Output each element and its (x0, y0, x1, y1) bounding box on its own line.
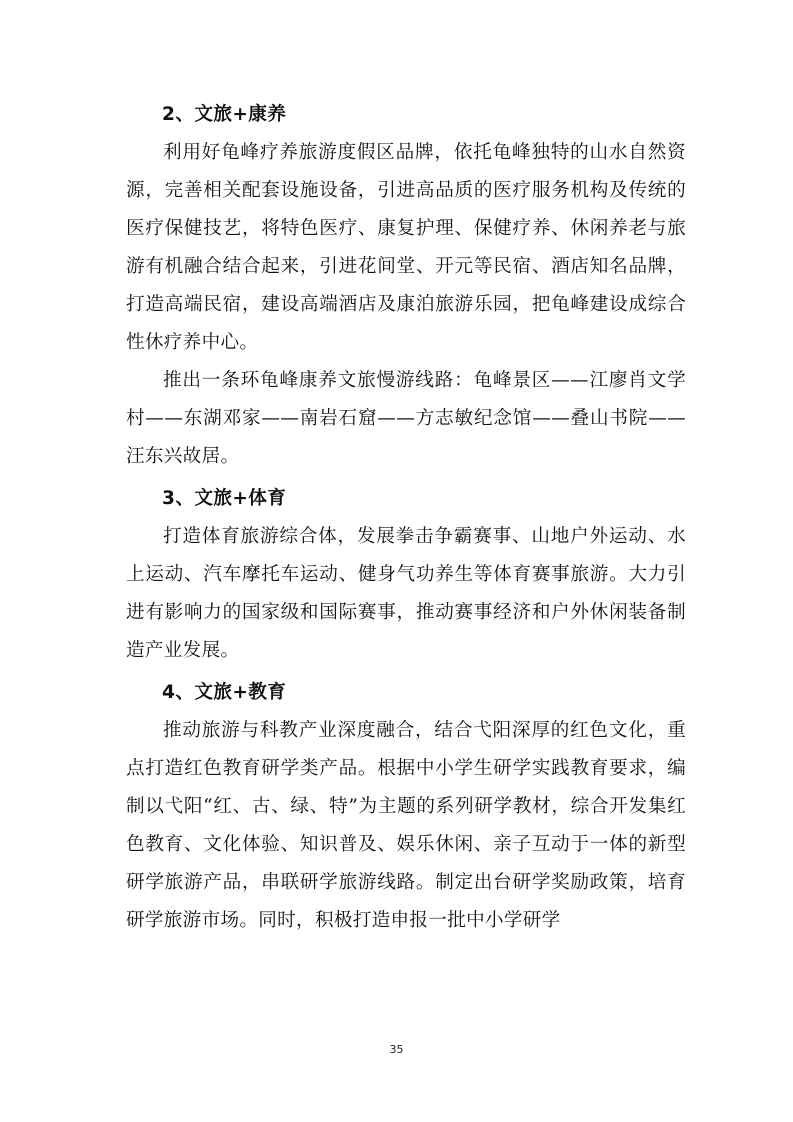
paragraph-health-1: 利用好龟峰疗养旅游度假区品牌，依托龟峰独特的山水自然资源，完善相关配套设施设备，引进高品质的医疗服务机构及传统的医疗保健技艺，将特色医疗、康复护理、保健疗养、休闲养老与旅游有机融合结合起来，引进花间堂、开元等民宿、酒店知名品牌，打造高端民宿，建设高端酒店及康泊旅游乐园，把龟峰建设成综合性休疗养中心。 (126, 142, 686, 353)
paragraph-education-1: 推动旅游与科教产业深度融合，结合弋阳深厚的红色文化，重点打造红色教育研学类产品。根据中小学生研学实践教育要求，编制以弋阳“红、古、绿、特”为主题的系列研学教材，综合开发集红色教育、文化体验、知识普及、娱乐休闲、亲子互动于一体的新型研学旅游产品，串联研学旅游线路。制定出台研学奖励政策，培育研学旅游市场。同时，积极打造申报一批中小学研学 (126, 720, 686, 931)
section-heading-education: 4、文旅+教育 (162, 682, 287, 703)
section-heading-sports: 3、文旅+体育 (162, 488, 287, 509)
page-number: 35 (389, 1043, 404, 1056)
paragraph-sports-1: 打造体育旅游综合体，发展拳击争霸赛事、山地户外运动、水上运动、汽车摩托车运动、健身气功养生等体育赛事旅游。大力引进有影响力的国家级和国际赛事，推动赛事经济和户外休闲装备制造产业发展。 (126, 526, 686, 661)
paragraph-health-route: 推出一条环龟峰康养文旅慢游线路：龟峰景区——江廖肖文学村——东湖邓家——南岩石窟——方志敏纪念馆——叠山书院——汪东兴故居。 (126, 370, 686, 467)
section-heading-health: 2、文旅+康养 (162, 104, 287, 125)
document-body (126, 96, 686, 940)
